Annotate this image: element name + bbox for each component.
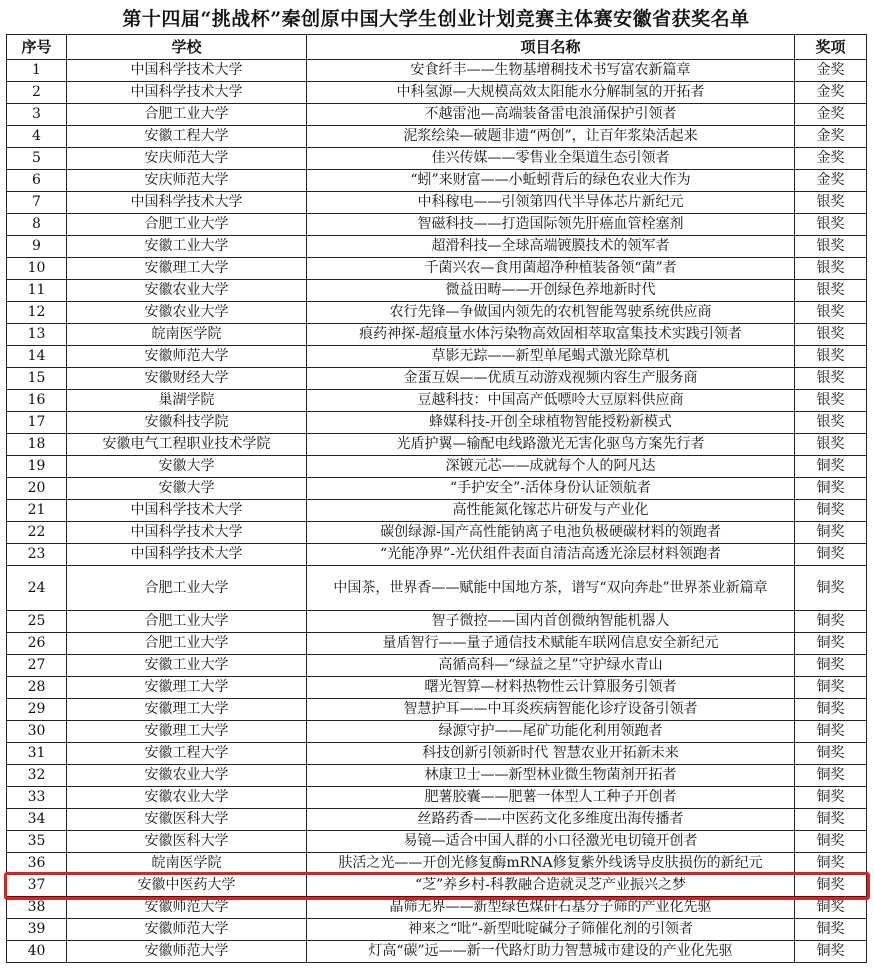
row-school: 安徽农业大学 — [67, 280, 307, 302]
row-school: 中国科学技术大学 — [67, 192, 307, 214]
row-index: 7 — [7, 192, 67, 214]
row-award: 银奖 — [795, 324, 867, 346]
row-project: 光盾护翼—输配电线路激光无害化驱鸟方案先行者 — [307, 434, 795, 456]
row-school: 安徽医科大学 — [67, 831, 307, 853]
row-award: 铜奖 — [795, 522, 867, 544]
row-index: 38 — [7, 897, 67, 919]
row-award: 铜奖 — [795, 456, 867, 478]
table-row — [7, 809, 867, 831]
document-title: 第十四届“挑战杯”秦创原中国大学生创业计划竞赛主体赛安徽省获奖名单 — [122, 8, 750, 30]
row-school: 安徽中医药大学 — [67, 875, 307, 897]
row-project: 丝路药香——中医药文化多维度出海传播者 — [307, 809, 795, 831]
table-row — [7, 522, 867, 544]
table-row — [7, 390, 867, 412]
table-row — [7, 60, 867, 82]
row-award: 金奖 — [795, 170, 867, 192]
row-school: 安徽工业大学 — [67, 236, 307, 258]
row-award: 铜奖 — [795, 699, 867, 721]
table-row — [7, 82, 867, 104]
row-project: 高循高科—“绿益之星”守护绿水青山 — [307, 655, 795, 677]
row-project: 佳兴传媒——零售业全渠道生态引领者 — [307, 148, 795, 170]
row-school: 安徽师范大学 — [67, 346, 307, 368]
row-index: 19 — [7, 456, 67, 478]
row-project: 科技创新引领新时代 智慧农业开拓新未来 — [307, 743, 795, 765]
row-index: 31 — [7, 743, 67, 765]
row-school: 合肥工业大学 — [67, 566, 307, 611]
row-school: 中国科学技术大学 — [67, 522, 307, 544]
row-project: 千菌兴农—食用菌超净种植装备领“菌”者 — [307, 258, 795, 280]
table-row — [7, 302, 867, 324]
table-row — [7, 126, 867, 148]
table-row — [7, 280, 867, 302]
row-project: 林康卫士——新型林业微生物菌剂开拓者 — [307, 765, 795, 787]
row-school: 合肥工业大学 — [67, 633, 307, 655]
table-row — [7, 566, 867, 611]
row-project: 金蛋互娱——优质互动游戏视频内容生产服务商 — [307, 368, 795, 390]
row-school: 合肥工业大学 — [67, 104, 307, 126]
row-school: 安徽大学 — [67, 478, 307, 500]
row-project: 蜂媒科技-开创全球植物智能授粉新模式 — [307, 412, 795, 434]
row-school: 合肥工业大学 — [67, 214, 307, 236]
row-index: 35 — [7, 831, 67, 853]
row-award: 银奖 — [795, 236, 867, 258]
row-award: 银奖 — [795, 390, 867, 412]
row-school: 安徽医科大学 — [67, 809, 307, 831]
row-award: 金奖 — [795, 104, 867, 126]
table-row — [7, 478, 867, 500]
row-school: 安徽理工大学 — [67, 721, 307, 743]
row-award: 银奖 — [795, 258, 867, 280]
row-project: 豆越科技：中国高产低嘌呤大豆原料供应商 — [307, 390, 795, 412]
table-row — [7, 721, 867, 743]
row-school: 安徽工业大学 — [67, 655, 307, 677]
row-index: 16 — [7, 390, 67, 412]
row-school: 安徽师范大学 — [67, 897, 307, 919]
row-index: 36 — [7, 853, 67, 875]
row-award: 银奖 — [795, 280, 867, 302]
table-row — [7, 655, 867, 677]
row-project: 高性能氮化镓芯片研发与产业化 — [307, 500, 795, 522]
row-index: 33 — [7, 787, 67, 809]
row-award: 铜奖 — [795, 787, 867, 809]
row-project: 深镀元芯——成就每个人的阿凡达 — [307, 456, 795, 478]
table-row — [7, 368, 867, 390]
row-project: “光能净界”-光伏组件表面自清洁高透光涂层材料领跑者 — [307, 544, 795, 566]
row-index: 29 — [7, 699, 67, 721]
row-award: 金奖 — [795, 148, 867, 170]
table-row — [7, 787, 867, 809]
row-index: 10 — [7, 258, 67, 280]
row-award: 金奖 — [795, 60, 867, 82]
row-school: 安徽师范大学 — [67, 919, 307, 941]
row-index: 22 — [7, 522, 67, 544]
row-school: 中国科学技术大学 — [67, 500, 307, 522]
row-award: 铜奖 — [795, 765, 867, 787]
row-award: 铜奖 — [795, 853, 867, 875]
row-project: 碳创绿源-国产高性能钠离子电池负极硬碳材料的领跑者 — [307, 522, 795, 544]
row-school: 安庆师范大学 — [67, 148, 307, 170]
table-row — [7, 633, 867, 655]
row-school: 皖南医学院 — [67, 853, 307, 875]
row-index: 14 — [7, 346, 67, 368]
row-award: 铜奖 — [795, 544, 867, 566]
header-award: 奖项 — [795, 35, 867, 60]
table-row — [7, 831, 867, 853]
row-project: 中科氢源—大规模高效太阳能水分解制氢的开拓者 — [307, 82, 795, 104]
table-row — [7, 412, 867, 434]
row-index: 24 — [7, 566, 67, 611]
award-table — [6, 34, 867, 963]
table-row — [7, 192, 867, 214]
table-row — [7, 434, 867, 456]
row-award: 金奖 — [795, 126, 867, 148]
row-index: 27 — [7, 655, 67, 677]
table-row — [7, 346, 867, 368]
table-row — [7, 941, 867, 963]
row-award: 银奖 — [795, 434, 867, 456]
row-index: 9 — [7, 236, 67, 258]
row-award: 铜奖 — [795, 677, 867, 699]
table-row — [7, 853, 867, 875]
table-row — [7, 897, 867, 919]
row-award: 铜奖 — [795, 919, 867, 941]
table-row — [7, 743, 867, 765]
row-school: 安徽工程大学 — [67, 743, 307, 765]
table-row — [7, 544, 867, 566]
row-index: 30 — [7, 721, 67, 743]
row-index: 40 — [7, 941, 67, 963]
row-index: 5 — [7, 148, 67, 170]
row-school: 中国科学技术大学 — [67, 60, 307, 82]
row-school: 中国科学技术大学 — [67, 82, 307, 104]
row-project: 绿源守护——尾矿功能化利用领跑者 — [307, 721, 795, 743]
row-index: 2 — [7, 82, 67, 104]
row-award: 铜奖 — [795, 721, 867, 743]
row-school: 安徽理工大学 — [67, 258, 307, 280]
row-index: 25 — [7, 611, 67, 633]
row-index: 23 — [7, 544, 67, 566]
row-project: 肥薯胶囊——肥薯一体型人工种子开创者 — [307, 787, 795, 809]
row-award: 铜奖 — [795, 941, 867, 963]
row-award: 铜奖 — [795, 743, 867, 765]
row-award: 银奖 — [795, 368, 867, 390]
row-index: 32 — [7, 765, 67, 787]
row-project: 曙光智算—材料热物性云计算服务引领者 — [307, 677, 795, 699]
row-project: 农行先锋—争做国内领先的农机智能驾驶系统供应商 — [307, 302, 795, 324]
row-award: 铜奖 — [795, 566, 867, 611]
row-project: 中国茶，世界香——赋能中国地方茶，谱写“双向奔赴”世界茶业新篇章 — [307, 566, 795, 611]
row-project: 超滑科技—全球高端镀膜技术的领军者 — [307, 236, 795, 258]
table-row — [7, 765, 867, 787]
row-project: “手护安全”-活体身份认证领航者 — [307, 478, 795, 500]
row-index: 34 — [7, 809, 67, 831]
row-project: 草影无踪——新型单尾蝎式激光除草机 — [307, 346, 795, 368]
row-project: 智子微控——国内首创微纳智能机器人 — [307, 611, 795, 633]
award-list-document — [6, 4, 866, 963]
row-index: 13 — [7, 324, 67, 346]
row-index: 1 — [7, 60, 67, 82]
row-index: 39 — [7, 919, 67, 941]
row-school: 安徽科技学院 — [67, 412, 307, 434]
table-row — [7, 104, 867, 126]
row-project: 安食纤丰——生物基增稠技术书写富农新篇章 — [307, 60, 795, 82]
row-project: 不越雷池—高端装备雷电浪涌保护引领者 — [307, 104, 795, 126]
row-award: 银奖 — [795, 192, 867, 214]
row-school: 安徽农业大学 — [67, 765, 307, 787]
row-award: 银奖 — [795, 412, 867, 434]
row-project: 神来之“吡”-新型吡啶碱分子筛催化剂的引领者 — [307, 919, 795, 941]
row-project: “芝”养乡村-科教融合造就灵芝产业振兴之梦 — [307, 875, 795, 897]
row-project: 智慧护耳——中耳炎疾病智能化诊疗设备引领者 — [307, 699, 795, 721]
table-row — [7, 456, 867, 478]
row-index: 3 — [7, 104, 67, 126]
row-project: 痕药神探-超痕量水体污染物高效固相萃取富集技术实践引领者 — [307, 324, 795, 346]
row-project: 量盾智行——量子通信技术赋能车联网信息安全新纪元 — [307, 633, 795, 655]
table-row — [7, 236, 867, 258]
table-row — [7, 875, 867, 897]
row-index: 26 — [7, 633, 67, 655]
row-award: 金奖 — [795, 82, 867, 104]
table-row — [7, 611, 867, 633]
row-award: 铜奖 — [795, 611, 867, 633]
row-school: 安徽师范大学 — [67, 941, 307, 963]
row-school: 安徽农业大学 — [67, 787, 307, 809]
table-row — [7, 500, 867, 522]
row-index: 20 — [7, 478, 67, 500]
row-project: 晶筛无界——新型绿色煤矸石基分子筛的产业化先驱 — [307, 897, 795, 919]
row-project: 中科稼电——引领第四代半导体芯片新纪元 — [307, 192, 795, 214]
row-index: 15 — [7, 368, 67, 390]
row-school: 安徽工程大学 — [67, 126, 307, 148]
row-index: 28 — [7, 677, 67, 699]
row-school: 安徽电气工程职业技术学院 — [67, 434, 307, 456]
row-award: 铜奖 — [795, 655, 867, 677]
row-award: 银奖 — [795, 214, 867, 236]
table-row — [7, 214, 867, 236]
row-school: 合肥工业大学 — [67, 611, 307, 633]
row-award: 银奖 — [795, 346, 867, 368]
row-project: 易镜—适合中国人群的小口径激光电切镜开创者 — [307, 831, 795, 853]
row-index: 37 — [7, 875, 67, 897]
row-project: 肤活之光——开创光修复酶mRNA修复紫外线诱导皮肤损伤的新纪元 — [307, 853, 795, 875]
row-award: 铜奖 — [795, 500, 867, 522]
table-row — [7, 258, 867, 280]
row-school: 安徽财经大学 — [67, 368, 307, 390]
header-index: 序号 — [7, 35, 67, 60]
row-project: 泥浆绘染—破题非遗“两创”，让百年浆染活起来 — [307, 126, 795, 148]
row-index: 18 — [7, 434, 67, 456]
row-index: 4 — [7, 126, 67, 148]
table-body — [7, 60, 867, 963]
row-project: “蚓”来财富——小蚯蚓背后的绿色农业大作为 — [307, 170, 795, 192]
header-school: 学校 — [67, 35, 307, 60]
table-row — [7, 170, 867, 192]
table-row — [7, 324, 867, 346]
row-project: 灯高“碳”远——新一代路灯助力智慧城市建设的产业化先驱 — [307, 941, 795, 963]
row-index: 6 — [7, 170, 67, 192]
table-row — [7, 677, 867, 699]
row-award: 铜奖 — [795, 875, 867, 897]
row-award: 铜奖 — [795, 633, 867, 655]
row-school: 中国科学技术大学 — [67, 544, 307, 566]
row-project: 微益田畴——开创绿色养地新时代 — [307, 280, 795, 302]
row-index: 17 — [7, 412, 67, 434]
row-index: 21 — [7, 500, 67, 522]
row-index: 12 — [7, 302, 67, 324]
row-award: 铜奖 — [795, 478, 867, 500]
row-index: 11 — [7, 280, 67, 302]
row-school: 安徽理工大学 — [67, 699, 307, 721]
row-school: 皖南医学院 — [67, 324, 307, 346]
row-school: 巢湖学院 — [67, 390, 307, 412]
row-award: 铜奖 — [795, 831, 867, 853]
row-award: 铜奖 — [795, 897, 867, 919]
header-project: 项目名称 — [307, 35, 795, 60]
row-school: 安徽大学 — [67, 456, 307, 478]
row-index: 8 — [7, 214, 67, 236]
row-school: 安徽理工大学 — [67, 677, 307, 699]
row-award: 铜奖 — [795, 809, 867, 831]
table-header-row — [7, 35, 867, 60]
row-award: 银奖 — [795, 302, 867, 324]
table-row — [7, 699, 867, 721]
table-row — [7, 148, 867, 170]
row-project: 智磁科技——打造国际领先肝癌血管栓塞剂 — [307, 214, 795, 236]
table-row — [7, 919, 867, 941]
row-school: 安庆师范大学 — [67, 170, 307, 192]
row-school: 安徽农业大学 — [67, 302, 307, 324]
